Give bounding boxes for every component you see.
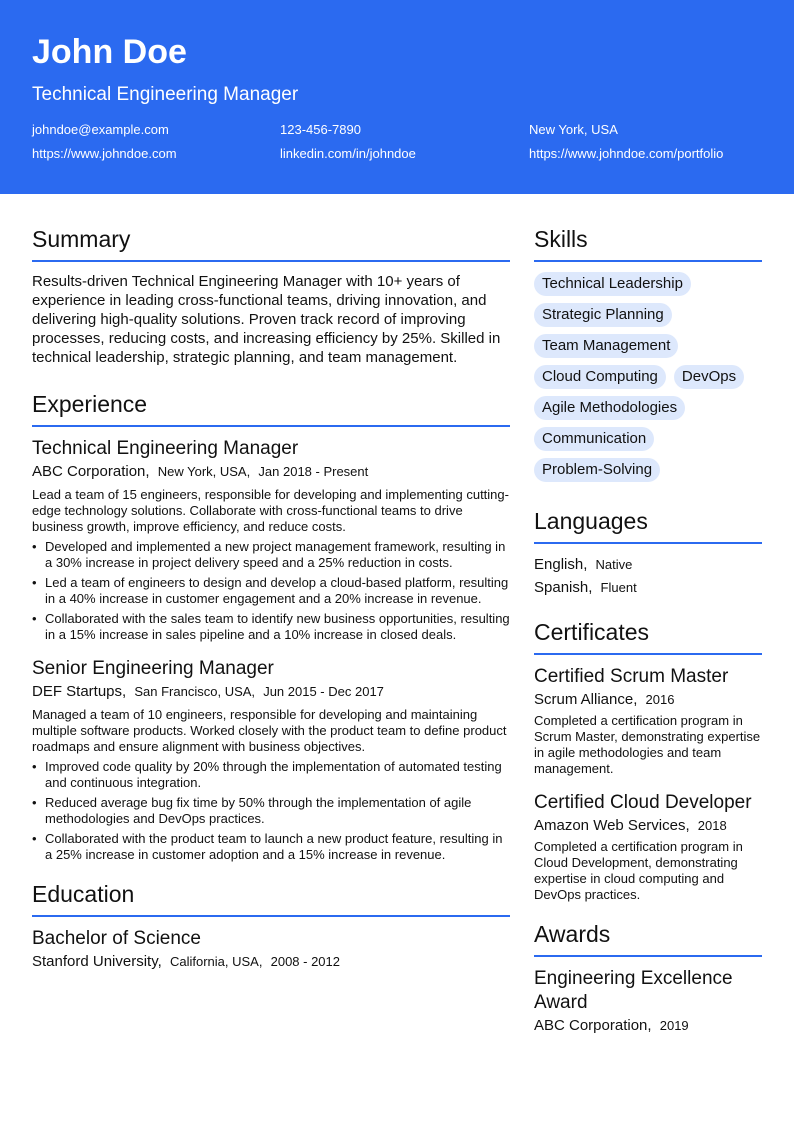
job-achievements	[32, 539, 510, 643]
location-text: New York, USA	[529, 122, 618, 137]
award-meta	[534, 1015, 762, 1037]
award-name: Engineering Excellence Award	[534, 968, 733, 1013]
achievement-item: • Led a team of engineers to design and develop a cloud-based platform, resulting in a 40% increase in customer engagement and a 20% increase in revenue.	[32, 575, 510, 607]
certificate-name: Certified Scrum Master	[534, 666, 729, 687]
certificates-heading: Certificates	[534, 615, 762, 655]
certificate-meta	[534, 689, 762, 711]
job-title: Technical Engineering Manager	[32, 438, 299, 459]
languages-list	[534, 554, 762, 599]
job-company: DEF Startups,	[32, 683, 127, 700]
education-entry	[32, 927, 510, 973]
resume-header	[0, 0, 794, 194]
certificate-description: Completed a certification program in Scrum Master, demonstrating expertise in agile methodologies and team management.	[534, 713, 761, 776]
skill-chip: Agile Methodologies	[534, 396, 685, 420]
award-entry	[534, 967, 762, 1037]
main-column	[32, 222, 510, 977]
job-dates: Jun 2015 - Dec 2017	[263, 684, 384, 699]
skill-chip: Problem-Solving	[534, 458, 660, 482]
job-location: New York, USA,	[157, 464, 251, 479]
candidate-title: Technical Engineering Manager	[32, 84, 299, 105]
skills-heading: Skills	[534, 222, 762, 262]
certificate-year: 2018	[697, 818, 727, 833]
certificate-name: Certified Cloud Developer	[534, 792, 752, 813]
language-item	[534, 577, 762, 599]
certificate-issuer: Scrum Alliance,	[534, 691, 638, 708]
certificate-entry	[534, 791, 762, 903]
achievement-item: • Developed and implemented a new project management framework, resulting in a 30% increase in project delivery speed and a 25% reduction in costs.	[32, 539, 510, 571]
certificate-meta	[534, 815, 762, 837]
skill-chip: Communication	[534, 427, 654, 451]
skill-chip: Strategic Planning	[534, 303, 672, 327]
phone-number[interactable]: 123-456-7890	[280, 122, 361, 137]
achievement-item: • Reduced average bug fix time by 50% through the implementation of agile methodologies and DevOps practices.	[32, 795, 510, 827]
award-year: 2019	[659, 1018, 689, 1033]
achievement-item: • Improved code quality by 20% through the implementation of automated testing and continuous integration.	[32, 759, 510, 791]
skill-chip: Team Management	[534, 334, 678, 358]
awards-heading: Awards	[534, 917, 762, 957]
linkedin-link[interactable]: linkedin.com/in/johndoe	[280, 146, 416, 161]
school-name: Stanford University,	[32, 953, 162, 970]
experience-entry	[32, 437, 510, 643]
achievement-item: • Collaborated with the sales team to identify new business opportunities, resulting in a 15% increase in sales pipeline and a 10% increase in closed deals.	[32, 611, 510, 643]
email-link[interactable]: johndoe@example.com	[32, 122, 169, 137]
certificate-issuer: Amazon Web Services,	[534, 817, 690, 834]
language-name: Spanish,	[534, 579, 593, 596]
job-location: San Francisco, USA,	[134, 684, 256, 699]
achievement-item: • Collaborated with the product team to launch a new product feature, resulting in a 25% increase in customer adoption and a 15% increase in revenue.	[32, 831, 510, 863]
experience-heading: Experience	[32, 387, 510, 427]
certificate-year: 2016	[645, 692, 675, 707]
job-description: Lead a team of 15 engineers, responsible for developing and implementing cutting-edge technology solutions. Collaborate with cross-functional teams to drive business growth, improve efficiency, and reduce costs.	[32, 487, 509, 534]
skill-chip: Cloud Computing	[534, 365, 666, 389]
portfolio-link[interactable]: https://www.johndoe.com/portfolio	[529, 146, 724, 161]
summary-text: Results-driven Technical Engineering Manager with 10+ years of experience in leading cross-functional teams, driving innovation, and delivering high-quality solutions. Proven track record of improving processes, reducing costs, and increasing efficiency by 25%. Skilled in technical leadership, strategic planning, and team management.	[32, 273, 501, 366]
education-heading: Education	[32, 877, 510, 917]
job-meta	[32, 461, 510, 483]
skills-list	[534, 272, 762, 482]
education-meta	[32, 951, 510, 973]
school-location: California, USA,	[169, 954, 263, 969]
language-item	[534, 554, 762, 576]
certificate-entry	[534, 665, 762, 777]
job-company: ABC Corporation,	[32, 463, 150, 480]
languages-heading: Languages	[534, 504, 762, 544]
language-name: English,	[534, 556, 588, 573]
degree-title: Bachelor of Science	[32, 928, 201, 949]
website-link[interactable]: https://www.johndoe.com	[32, 146, 177, 161]
summary-heading: Summary	[32, 222, 510, 262]
side-column	[534, 222, 762, 1037]
job-dates: Jan 2018 - Present	[258, 464, 369, 479]
language-level: Native	[595, 557, 633, 572]
skill-chip: Technical Leadership	[534, 272, 691, 296]
candidate-name: John Doe	[32, 33, 187, 71]
experience-entry	[32, 657, 510, 863]
skill-chip: DevOps	[674, 365, 744, 389]
education-dates: 2008 - 2012	[270, 954, 341, 969]
job-achievements	[32, 759, 510, 863]
job-meta	[32, 681, 510, 703]
award-issuer: ABC Corporation,	[534, 1017, 652, 1034]
job-description: Managed a team of 10 engineers, responsible for developing and maintaining multiple software products. Worked closely with the product team to define product roadmaps and ensure alignment with business objectives.	[32, 707, 507, 754]
language-level: Fluent	[600, 580, 637, 595]
job-title: Senior Engineering Manager	[32, 658, 274, 679]
certificate-description: Completed a certification program in Cloud Development, demonstrating expertise in cloud computing and DevOps practices.	[534, 839, 743, 902]
